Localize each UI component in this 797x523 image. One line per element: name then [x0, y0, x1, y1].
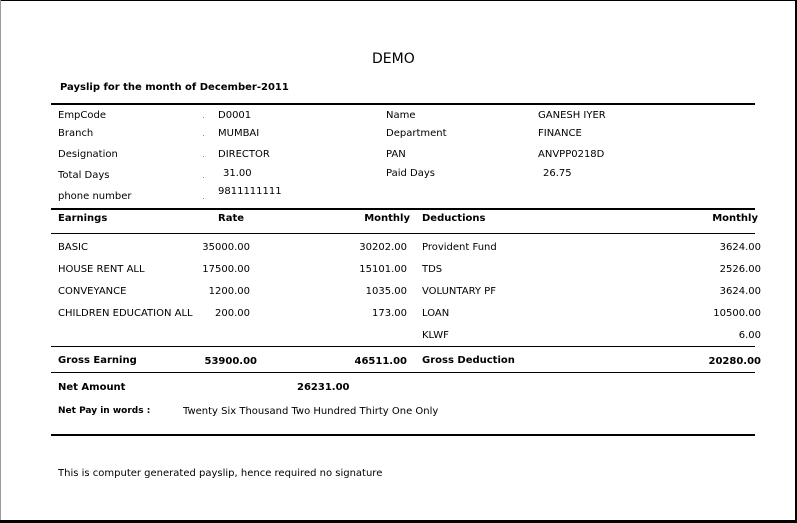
net-amount-label: Net Amount: [58, 382, 126, 393]
gross-monthly: 46511.00: [354, 356, 407, 367]
payslip-title: Payslip for the month of December-2011: [60, 82, 289, 93]
earning-rate: 200.00: [215, 308, 250, 319]
deductions-header: Deductions: [422, 213, 486, 224]
totals-top-divider: [51, 346, 755, 347]
gross-rate: 53900.00: [204, 356, 257, 367]
frame-left-border: [0, 0, 1, 523]
header-divider: [51, 103, 755, 105]
deduction-amount: 3624.00: [719, 242, 761, 253]
department-value: FINANCE: [538, 128, 582, 139]
name-value: GANESH IYER: [538, 110, 606, 121]
name-label: Name: [386, 110, 416, 121]
earning-rate: 35000.00: [202, 242, 250, 253]
earning-name: BASIC: [58, 242, 88, 253]
earning-monthly: 1035.00: [365, 286, 407, 297]
empcode-value: D0001: [218, 110, 252, 121]
deduction-monthly-header: Monthly: [712, 213, 758, 224]
net-pay-words-value: Twenty Six Thousand Two Hundred Thirty One Only: [183, 406, 439, 417]
deduction-name: VOLUNTARY PF: [422, 286, 496, 297]
branch-value: MUMBAI: [218, 128, 260, 139]
total-days-value: 31.00: [223, 168, 252, 179]
empcode-label: EmpCode: [58, 110, 107, 121]
company-title: DEMO: [372, 51, 415, 67]
earning-name: CONVEYANCE: [58, 286, 127, 297]
pan-label: PAN: [386, 149, 406, 160]
designation-label: Designation: [58, 149, 118, 160]
deduction-name: LOAN: [422, 308, 450, 319]
gross-deduction: 20280.00: [708, 356, 761, 367]
earnings-header: Earnings: [58, 213, 108, 224]
net-divider: [51, 434, 755, 436]
phone-value: 9811111111: [218, 186, 282, 197]
paid-days-value: 26.75: [543, 168, 572, 179]
branch-label: Branch: [58, 128, 94, 139]
totals-bottom-divider: [51, 372, 755, 373]
footer-note: This is computer generated payslip, hence required no signature: [58, 468, 383, 479]
column-header-divider: [51, 233, 755, 234]
earning-rate: 17500.00: [202, 264, 250, 275]
net-amount-value: 26231.00: [297, 382, 350, 393]
department-label: Department: [386, 128, 447, 139]
rate-header: Rate: [218, 213, 245, 224]
separator-dot: [203, 135, 204, 136]
deduction-name: Provident Fund: [422, 242, 497, 253]
earning-rate: 1200.00: [208, 286, 250, 297]
earning-monthly: 15101.00: [359, 264, 407, 275]
deduction-amount: 2526.00: [719, 264, 761, 275]
gross-earning-label: Gross Earning: [58, 355, 137, 366]
pan-value: ANVPP0218D: [538, 149, 605, 160]
separator-dot: [203, 198, 204, 199]
phone-label: phone number: [58, 191, 132, 202]
deduction-amount: 3624.00: [719, 286, 761, 297]
paid-days-label: Paid Days: [386, 168, 435, 179]
earning-monthly: 173.00: [372, 308, 407, 319]
earning-name: CHILDREN EDUCATION ALL: [58, 308, 193, 319]
separator-dot: [203, 117, 204, 118]
monthly-header: Monthly: [364, 213, 410, 224]
total-days-label: Total Days: [58, 170, 110, 181]
deduction-name: TDS: [422, 264, 443, 275]
gross-deduction-label: Gross Deduction: [422, 355, 515, 366]
deduction-amount: 10500.00: [713, 308, 761, 319]
designation-value: DIRECTOR: [218, 149, 270, 160]
earning-monthly: 30202.00: [359, 242, 407, 253]
net-pay-words-label: Net Pay in words :: [58, 406, 151, 416]
separator-dot: [203, 156, 204, 157]
deduction-name: KLWF: [422, 330, 449, 341]
deduction-amount: 6.00: [738, 330, 761, 341]
details-divider: [51, 208, 755, 210]
separator-dot: [203, 177, 204, 178]
frame-top-border: [0, 0, 797, 1]
earning-name: HOUSE RENT ALL: [58, 264, 145, 275]
